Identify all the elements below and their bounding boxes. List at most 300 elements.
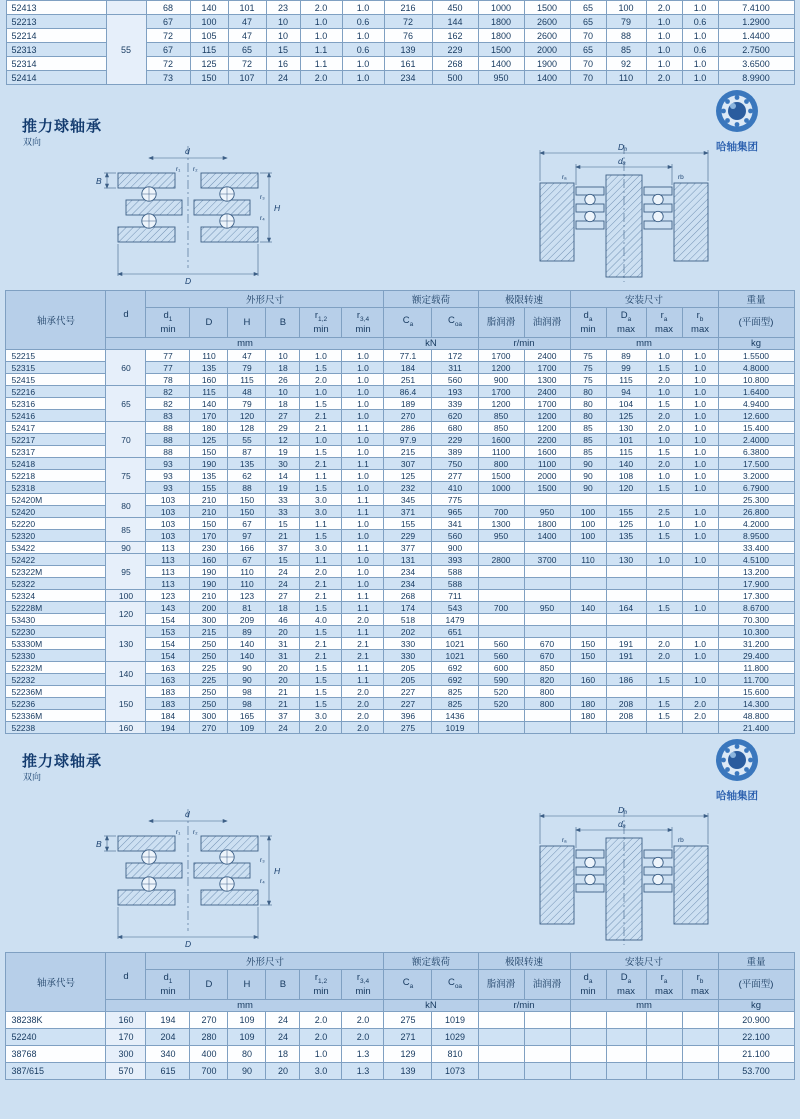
cell-da [570, 662, 606, 674]
cell-B: 18 [266, 398, 300, 410]
table-row [6, 386, 794, 398]
cell-Da: 208 [606, 698, 646, 710]
cell-r12: 2.0 [300, 722, 342, 734]
cell-oil: 1800 [524, 518, 570, 530]
group-header-weight: 重量 [718, 291, 794, 308]
cell-Ca: 371 [384, 506, 432, 518]
cell-D: 115 [190, 43, 228, 57]
cell-D: 115 [190, 386, 228, 398]
cell-grease [478, 566, 524, 578]
cell-r34: 2.1 [342, 638, 384, 650]
cell-weight: 25.300 [718, 494, 794, 506]
cell-da: 90 [570, 470, 606, 482]
dim-label-d: d [185, 809, 190, 819]
dim-label-ra: rₐ [562, 837, 567, 844]
cell-oil [524, 494, 570, 506]
cell-H: 72 [228, 57, 266, 71]
cell-ra: 1.0 [646, 15, 682, 29]
cell-ra: 2.0 [646, 410, 682, 422]
cell-oil [524, 590, 570, 602]
cell-B: 18 [266, 362, 300, 374]
cell-r12: 2.1 [300, 578, 342, 590]
cell-B: 15 [266, 518, 300, 530]
cell-da: 65 [570, 43, 606, 57]
cell-B: 19 [266, 482, 300, 494]
cell-oil: 850 [524, 662, 570, 674]
cell-r12: 2.1 [300, 458, 342, 470]
section-title: 推力球轴承 [22, 753, 103, 770]
cell-grease: 900 [478, 374, 524, 386]
cell-Ca: 189 [384, 398, 432, 410]
cell-Ca: 125 [384, 470, 432, 482]
cell-D: 170 [190, 410, 228, 422]
cell-da: 150 [570, 638, 606, 650]
cell-d1: 72 [146, 29, 190, 43]
cell-Coa: 1436 [432, 710, 478, 722]
cell-rb: 1.0 [682, 482, 718, 494]
cell-rb: 2.0 [682, 698, 718, 710]
cell-ra: 1.0 [646, 518, 682, 530]
cell-D: 210 [190, 506, 228, 518]
mounting-dimensions-drawing [518, 141, 730, 286]
cell-D: 200 [190, 602, 228, 614]
main-bearing-table [5, 290, 794, 734]
cell-D: 140 [190, 1, 228, 15]
cell-da: 160 [570, 674, 606, 686]
mounting-dimensions-drawing [518, 804, 730, 949]
cell-Ca: 307 [384, 458, 432, 470]
cell-rb [682, 590, 718, 602]
cell-weight: 20.900 [718, 1012, 794, 1029]
cell-grease: 1600 [478, 434, 524, 446]
cell-weight: 6.7900 [718, 482, 794, 494]
dim-label-ra: rₐ [562, 174, 567, 181]
cell-grease: 1400 [478, 57, 524, 71]
cell-B: 30 [266, 458, 300, 470]
cell-oil [524, 710, 570, 722]
cell-code: 52320 [6, 530, 106, 542]
cell-rb: 1.0 [682, 386, 718, 398]
cell-rb: 0.6 [682, 43, 718, 57]
cell-code: 52420 [6, 506, 106, 518]
cell-H: 47 [228, 350, 266, 362]
cell-B: 20 [266, 662, 300, 674]
cell-code: 52313 [6, 43, 106, 57]
cell-Coa: 450 [432, 1, 478, 15]
cell-oil: 800 [524, 686, 570, 698]
cell-rb: 1.0 [682, 530, 718, 542]
cell-Coa: 500 [432, 71, 478, 85]
cell-Da: 92 [606, 57, 646, 71]
cell-code: 52214 [6, 29, 106, 43]
cell-r12: 1.5 [300, 362, 342, 374]
cell-H: 90 [228, 1063, 266, 1080]
table-row [6, 518, 794, 530]
cell-code: 52315 [6, 362, 106, 374]
cell-H: 107 [228, 71, 266, 85]
col-header-D: D [190, 308, 228, 338]
cell-rb: 1.0 [682, 674, 718, 686]
cell-oil [524, 1063, 570, 1080]
cell-B: 24 [266, 722, 300, 734]
cell-ra [646, 1046, 682, 1063]
cell-grease [478, 494, 524, 506]
cell-rb [682, 542, 718, 554]
cell-d1: 88 [146, 422, 190, 434]
cell-code: 52414 [6, 71, 106, 85]
col-header-H: H [228, 308, 266, 338]
cell-Ca: 129 [384, 1046, 432, 1063]
cell-Da: 115 [606, 446, 646, 458]
cell-Coa: 680 [432, 422, 478, 434]
cell-oil [524, 722, 570, 734]
cell-code: 52218 [6, 470, 106, 482]
cell-B: 37 [266, 710, 300, 722]
cell-r34: 1.1 [342, 422, 384, 434]
unit-rpm: r/min [478, 338, 570, 350]
cell-weight: 17.900 [718, 578, 794, 590]
table-row [6, 494, 794, 506]
cell-B: 23 [266, 1, 300, 15]
cell-Da: 108 [606, 470, 646, 482]
cell-weight: 2.4000 [718, 434, 794, 446]
cell-da: 100 [570, 518, 606, 530]
cell-d: 55 [106, 15, 146, 85]
cell-Da: 79 [606, 15, 646, 29]
cell-B: 20 [266, 626, 300, 638]
cell-d1: 184 [146, 710, 190, 722]
cell-d: 90 [106, 542, 146, 554]
cell-Ca: 377 [384, 542, 432, 554]
cell-r34: 2.0 [342, 614, 384, 626]
cell-H: 47 [228, 15, 266, 29]
cell-code: 52213 [6, 15, 106, 29]
cell-oil [524, 614, 570, 626]
table-row [6, 1, 794, 15]
cell-grease: 1700 [478, 350, 524, 362]
cell-Coa: 775 [432, 494, 478, 506]
cell-weight: 14.300 [718, 698, 794, 710]
cell-H: 80 [228, 1046, 266, 1063]
cell-grease [478, 1046, 524, 1063]
cell-ra: 1.5 [646, 446, 682, 458]
cell-weight: 10.800 [718, 374, 794, 386]
unit-mm: mm [106, 1000, 384, 1012]
col-header-r34: $r_{3,4}$ min [342, 308, 384, 338]
cell-H: 128 [228, 422, 266, 434]
cell-r34: 1.0 [342, 470, 384, 482]
cell-da: 110 [570, 554, 606, 566]
cell-oil: 2400 [524, 386, 570, 398]
cell-grease [478, 542, 524, 554]
cell-rb [682, 1029, 718, 1046]
cell-da: 65 [570, 15, 606, 29]
col-header-weight-type: (平面型) [718, 308, 794, 338]
cell-ra: 1.5 [646, 602, 682, 614]
cell-D: 105 [190, 29, 228, 43]
dim-label-r2: r₂ [193, 829, 198, 836]
cell-B: 15 [266, 554, 300, 566]
brand-name: 哈轴集团 [716, 141, 758, 153]
cell-Da [606, 1063, 646, 1080]
cell-da: 80 [570, 386, 606, 398]
cell-da [570, 1029, 606, 1046]
cell-r12: 1.0 [300, 29, 342, 43]
cell-Ca: 227 [384, 698, 432, 710]
cell-oil [524, 578, 570, 590]
cell-d1: 123 [146, 590, 190, 602]
cell-Da: 89 [606, 350, 646, 362]
cell-d1: 83 [146, 410, 190, 422]
cell-Da [606, 542, 646, 554]
cell-oil [524, 626, 570, 638]
cell-H: 97 [228, 530, 266, 542]
cell-ra: 1.5 [646, 398, 682, 410]
cell-Ca: 205 [384, 662, 432, 674]
cell-d1: 163 [146, 674, 190, 686]
table-row [6, 602, 794, 614]
unit-kn: kN [384, 1000, 478, 1012]
cell-da: 80 [570, 410, 606, 422]
cell-da: 90 [570, 482, 606, 494]
cell-Da [606, 662, 646, 674]
cell-rb: 1.0 [682, 398, 718, 410]
dim-label-da: dₐ [618, 819, 626, 829]
cell-weight: 21.400 [718, 722, 794, 734]
cell-D: 140 [190, 398, 228, 410]
cell-code: 52336M [6, 710, 106, 722]
col-header-Coa: $C_{oa}$ [432, 970, 478, 1000]
cell-d: 80 [106, 494, 146, 518]
cell-Da [606, 1046, 646, 1063]
cell-d1: 82 [146, 386, 190, 398]
cell-weight: 17.300 [718, 590, 794, 602]
cell-Coa: 339 [432, 398, 478, 410]
cell-d: 150 [106, 686, 146, 722]
cell-B: 26 [266, 374, 300, 386]
cell-oil [524, 566, 570, 578]
cell-grease: 600 [478, 662, 524, 674]
cell-d1: 154 [146, 638, 190, 650]
cell-ra [646, 1012, 682, 1029]
cell-grease: 1200 [478, 362, 524, 374]
cell-code: 52228M [6, 602, 106, 614]
cell-r34: 1.0 [342, 398, 384, 410]
cell-Ca: 155 [384, 518, 432, 530]
cell-weight: 12.600 [718, 410, 794, 422]
cell-ra [646, 626, 682, 638]
cell-r34: 1.1 [342, 458, 384, 470]
cell-d1: 143 [146, 602, 190, 614]
cell-rb [682, 614, 718, 626]
cell-weight: 70.300 [718, 614, 794, 626]
cell-Coa: 1073 [432, 1063, 478, 1080]
cell-r12: 1.5 [300, 662, 342, 674]
cell-rb: 1.0 [682, 1, 718, 15]
cell-oil [524, 1029, 570, 1046]
cell-D: 250 [190, 686, 228, 698]
cell-ra: 1.0 [646, 29, 682, 43]
cell-B: 24 [266, 1012, 300, 1029]
cell-d1: 93 [146, 482, 190, 494]
table-row [6, 15, 794, 29]
cell-r12: 1.0 [300, 15, 342, 29]
cell-Da: 130 [606, 422, 646, 434]
cell-D: 230 [190, 542, 228, 554]
dim-label-r3: r₃ [260, 857, 265, 864]
cell-r34: 1.1 [342, 602, 384, 614]
cell-D: 155 [190, 482, 228, 494]
cell-oil: 670 [524, 650, 570, 662]
cell-rb [682, 662, 718, 674]
cell-Ca: 234 [384, 71, 432, 85]
cell-r34: 1.1 [342, 662, 384, 674]
cell-Da: 100 [606, 1, 646, 15]
cell-ra: 2.0 [646, 422, 682, 434]
cell-D: 160 [190, 374, 228, 386]
col-header-Da: $D_a$ max [606, 970, 646, 1000]
cell-grease [478, 722, 524, 734]
cell-B: 21 [266, 530, 300, 542]
cell-r34: 1.1 [342, 494, 384, 506]
group-header-weight: 重量 [718, 953, 794, 970]
cell-B: 18 [266, 1046, 300, 1063]
cell-H: 109 [228, 1012, 266, 1029]
cell-Coa: 750 [432, 458, 478, 470]
mounting-drawing [518, 804, 730, 954]
cell-r12: 2.0 [300, 374, 342, 386]
cell-weight: 31.200 [718, 638, 794, 650]
cell-d: 75 [106, 458, 146, 494]
cell-grease [478, 1063, 524, 1080]
cell-r12: 4.0 [300, 614, 342, 626]
table-row [6, 1029, 794, 1046]
cell-Coa: 172 [432, 350, 478, 362]
cell-rb [682, 494, 718, 506]
cell-d1: 67 [146, 43, 190, 57]
col-header-Da: $D_a$ max [606, 308, 646, 338]
cell-Da: 140 [606, 458, 646, 470]
cell-d: 65 [106, 386, 146, 422]
cell-Da [606, 626, 646, 638]
table-row [6, 590, 794, 602]
cell-r34: 1.0 [342, 386, 384, 398]
cell-grease [478, 590, 524, 602]
col-header-oil: 油润滑 [524, 308, 570, 338]
cell-da: 75 [570, 362, 606, 374]
cell-r34: 1.0 [342, 566, 384, 578]
cell-r34: 2.0 [342, 686, 384, 698]
cell-da: 70 [570, 29, 606, 43]
cell-ra [646, 590, 682, 602]
col-header-d: d [106, 953, 146, 1000]
unit-kg: kg [718, 338, 794, 350]
cell-ra [646, 578, 682, 590]
unit-kn: kN [384, 338, 478, 350]
cell-r12: 1.5 [300, 686, 342, 698]
cell-weight: 8.6700 [718, 602, 794, 614]
cell-rb: 1.0 [682, 458, 718, 470]
cell-r34: 1.1 [342, 506, 384, 518]
cell-da: 100 [570, 530, 606, 542]
cell-D: 215 [190, 626, 228, 638]
cell-d1: 73 [146, 71, 190, 85]
cell-B: 33 [266, 494, 300, 506]
cell-grease [478, 1012, 524, 1029]
cell-r34: 1.0 [342, 1, 384, 15]
cell-d: 85 [106, 518, 146, 542]
cell-weight: 4.2000 [718, 518, 794, 530]
cell-H: 110 [228, 578, 266, 590]
cross-section-drawing [92, 804, 284, 954]
cell-grease: 590 [478, 674, 524, 686]
cell-Coa: 692 [432, 662, 478, 674]
cell-ra: 2.0 [646, 71, 682, 85]
cell-r34: 2.1 [342, 650, 384, 662]
cell-B: 15 [266, 43, 300, 57]
group-header-mount: 安装尺寸 [570, 953, 718, 970]
cell-Ca: 205 [384, 674, 432, 686]
cell-r34: 1.0 [342, 374, 384, 386]
cell-H: 120 [228, 410, 266, 422]
cell-r34: 1.0 [342, 482, 384, 494]
cell-d: 100 [106, 590, 146, 602]
cell-d: 60 [106, 350, 146, 386]
dim-label-r2: r₂ [193, 166, 198, 173]
cell-r34: 2.0 [342, 722, 384, 734]
cell-Coa: 1021 [432, 638, 478, 650]
cell-weight: 7.4100 [718, 1, 794, 15]
table-row [6, 626, 794, 638]
cell-Coa: 389 [432, 446, 478, 458]
cell-weight: 3.6500 [718, 57, 794, 71]
cell-ra [646, 686, 682, 698]
cell-grease: 1500 [478, 43, 524, 57]
dim-label-Da: Dₐ [618, 805, 628, 815]
cell-H: 67 [228, 518, 266, 530]
cell-weight: 4.8000 [718, 362, 794, 374]
cell-da: 140 [570, 602, 606, 614]
group-header-load: 额定载荷 [384, 953, 478, 970]
col-header-weight-type: (平面型) [718, 970, 794, 1000]
cell-da [570, 1063, 606, 1080]
cell-da: 65 [570, 1, 606, 15]
cell-B: 24 [266, 71, 300, 85]
dim-label-H: H [274, 866, 281, 876]
cell-oil: 1200 [524, 410, 570, 422]
cell-d: 70 [106, 422, 146, 458]
cell-code: 52324 [6, 590, 106, 602]
cell-r12: 1.5 [300, 626, 342, 638]
dim-label-rb: rb [678, 174, 684, 181]
cell-r34: 1.0 [342, 446, 384, 458]
cell-rb: 1.0 [682, 29, 718, 43]
cell-grease: 1800 [478, 15, 524, 29]
cell-ra: 1.5 [646, 698, 682, 710]
cell-r12: 2.1 [300, 590, 342, 602]
cell-weight: 3.2000 [718, 470, 794, 482]
cell-Ca: 77.1 [384, 350, 432, 362]
top-continuation-table [6, 0, 795, 85]
cell-r12: 2.0 [300, 1029, 342, 1046]
section-subtitle: 双向 [23, 772, 42, 782]
dim-label-d: d [185, 146, 190, 156]
cell-weight: 26.800 [718, 506, 794, 518]
cell-weight: 1.5500 [718, 350, 794, 362]
unit-mm: mm [106, 338, 384, 350]
cell-D: 180 [190, 422, 228, 434]
cell-B: 10 [266, 386, 300, 398]
